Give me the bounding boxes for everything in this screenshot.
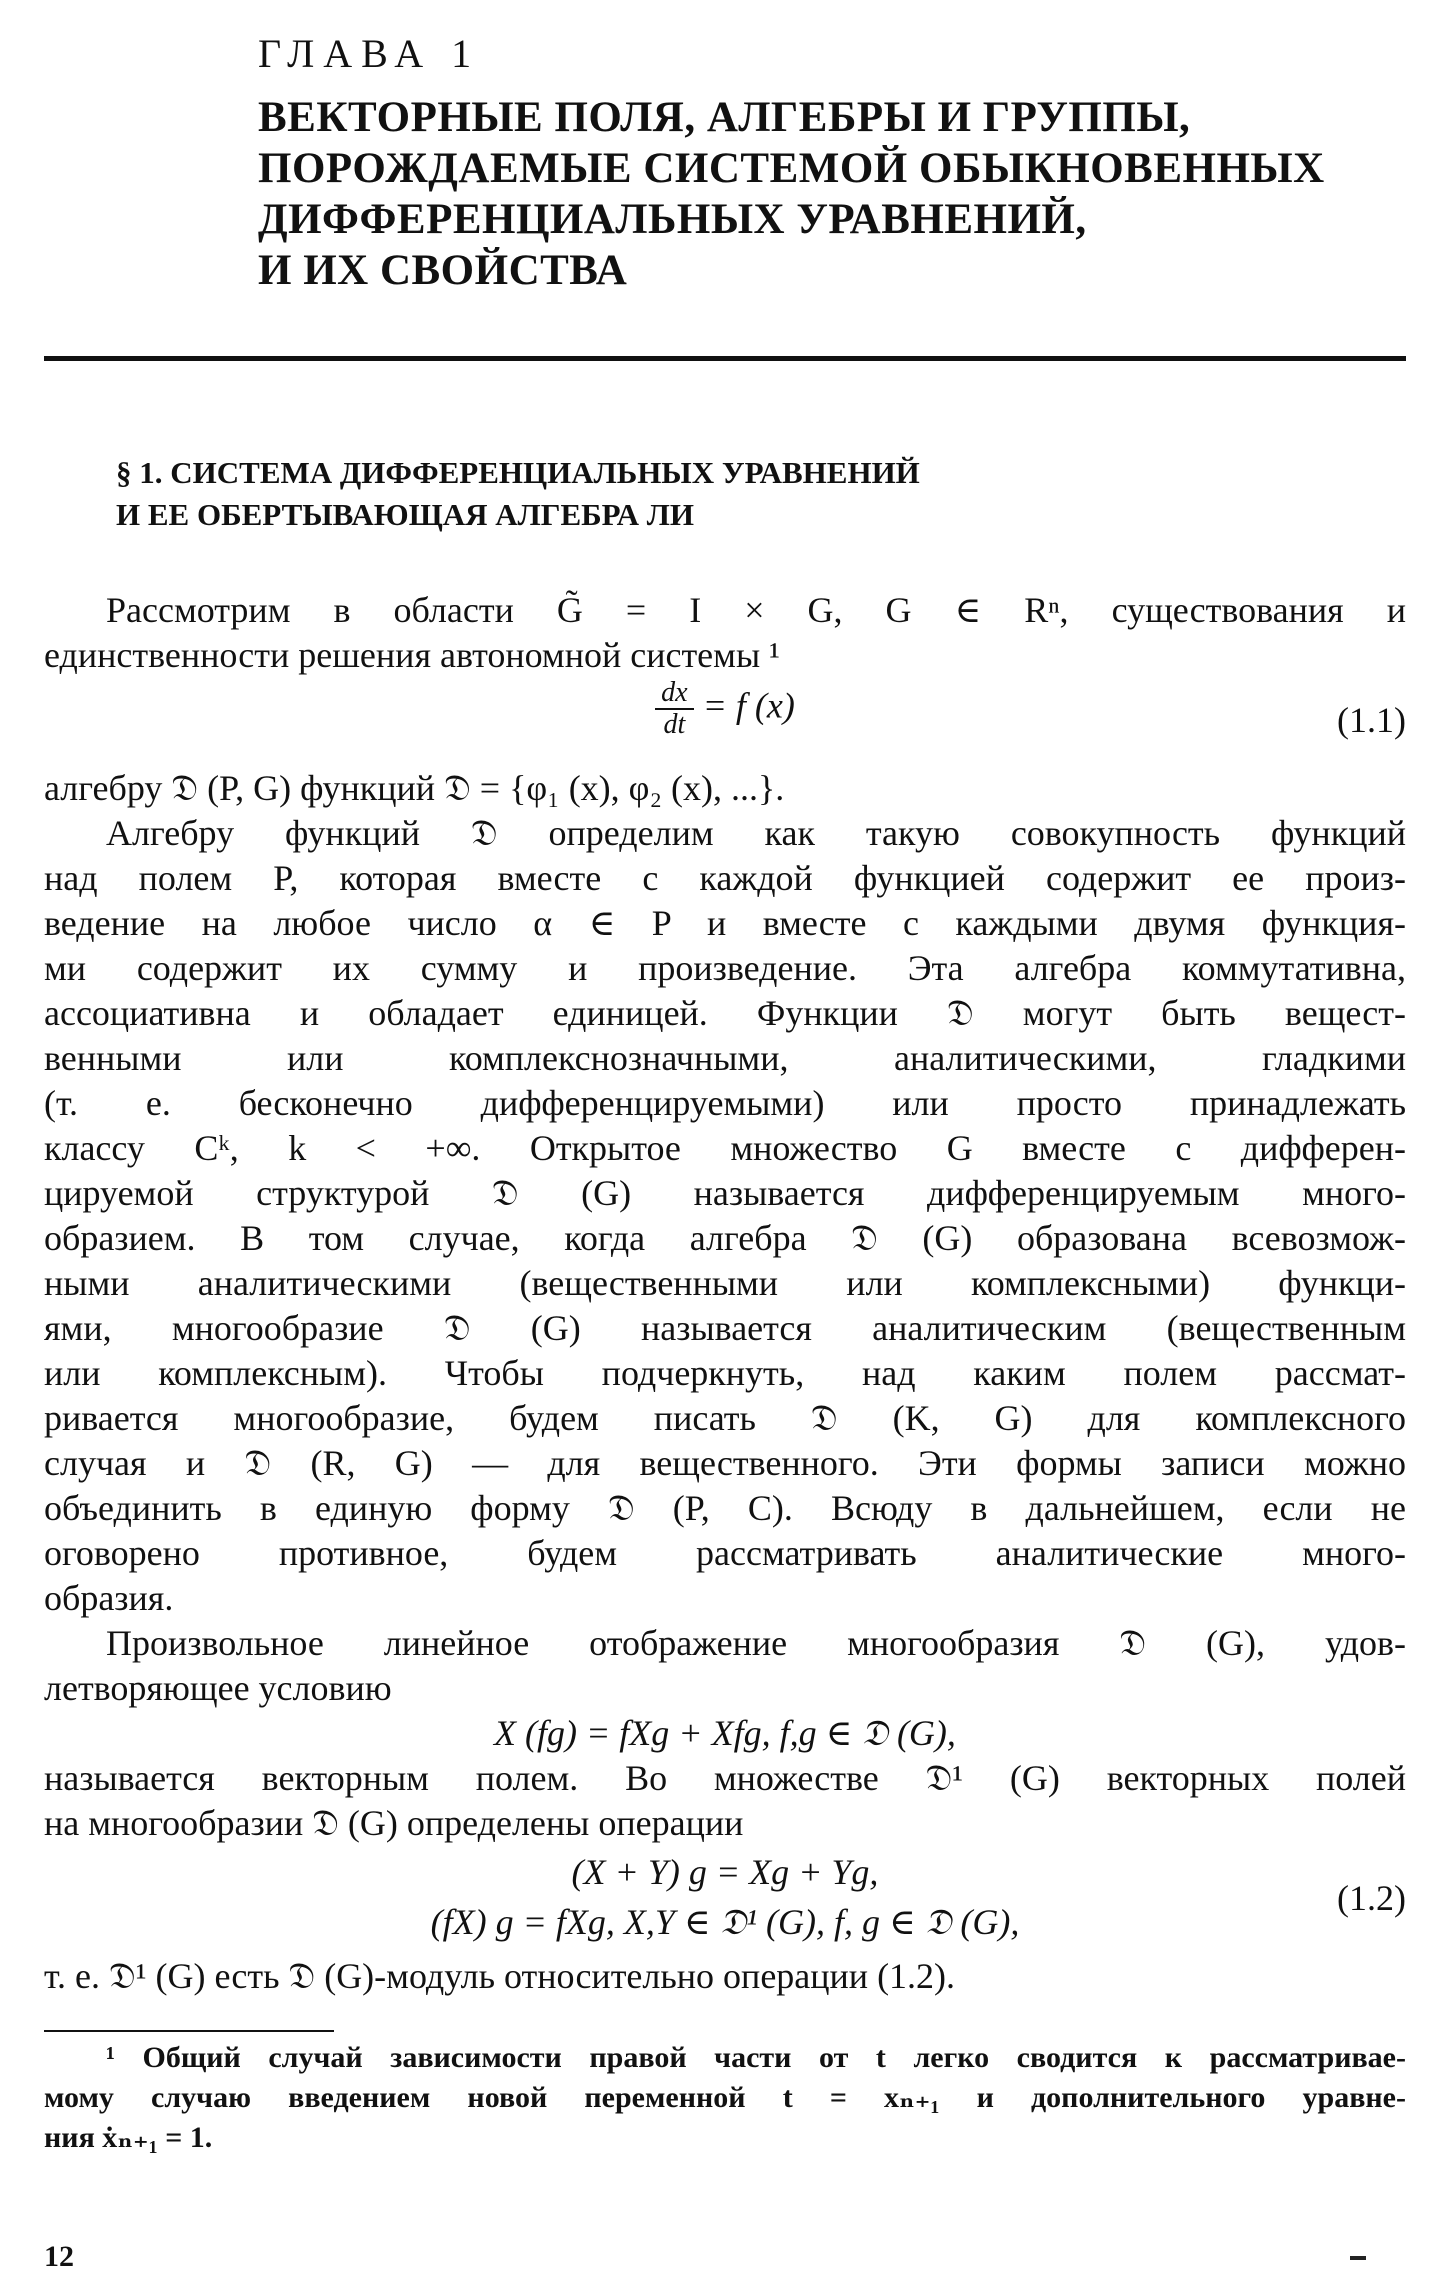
footnote-divider [44, 2030, 334, 2032]
text-line: ными аналитическими (вещественными или комплексными) функци- [44, 1263, 1406, 1303]
chapter-divider [44, 356, 1406, 361]
page-number: 12 [44, 2240, 74, 2273]
equation-1-1 [44, 678, 1406, 766]
text-line: ведение на любое число α ∈ P и вместе с каждыми двумя функция- [44, 903, 1406, 943]
text-line: цируемой структурой 𝔇 (G) называется дифференцируемым много- [44, 1173, 1406, 1213]
footnote-line: ния ẋₙ₊₁ = 1. [44, 2121, 213, 2154]
text-line: случая и 𝔇 (R, G) — для вещественного. Эти формы записи можно [44, 1443, 1406, 1483]
section-title-line: § 1. СИСТЕМА ДИФФЕРЕНЦИАЛЬНЫХ УРАВНЕНИЙ [116, 455, 920, 490]
equation-line: (fX) g = fXg, X,Y ∈ 𝔇¹ (G), f, g ∈ 𝔇 (G), [430, 1902, 1020, 1942]
equation-vector-field [44, 1711, 1406, 1756]
chapter-title-line: ВЕКТОРНЫЕ ПОЛЯ, АЛГЕБРЫ И ГРУППЫ, [258, 94, 1191, 141]
text-line: над полем P, которая вместе с каждой функцией содержит ее произ- [44, 858, 1406, 898]
text-line: алгебру 𝔇 (P, G) функций 𝔇 = {φ₁ (x), φ₂ (x), ...}. [44, 768, 785, 808]
text-line: единственности решения автономной системы ¹ [44, 635, 780, 675]
equation-1-2 [44, 1846, 1406, 1954]
text-line: оговорено противное, будем рассматривать аналитические много- [44, 1533, 1406, 1573]
text-line: ривается многообразие, будем писать 𝔇 (K, G) для комплексного [44, 1398, 1406, 1438]
footnote-line: мому случаю введением новой переменной t = xₙ₊₁ и дополнительного уравне- [44, 2081, 1406, 2114]
text-line: Алгебру функций 𝔇 определим как такую совокупность функций [106, 813, 1406, 853]
page-mark [1350, 2256, 1366, 2260]
equation-number: (1.2) [1337, 1878, 1406, 1918]
text-line: ями, многообразие 𝔇 (G) называется аналитическим (вещественным [44, 1308, 1406, 1348]
text-line: летворяющее условию [44, 1668, 392, 1708]
text-line: венными или комплекснозначными, аналитическими, гладкими [44, 1038, 1406, 1078]
text-line: классу Cᵏ, k < +∞. Открытое множество G вместе с дифферен- [44, 1128, 1406, 1168]
text-line: (т. е. бесконечно дифференцируемыми) или просто принадлежать [44, 1083, 1406, 1123]
equation-rhs: = f (x) [702, 685, 795, 726]
fraction [655, 678, 693, 740]
equation-line: (X + Y) g = Xg + Yg, [571, 1852, 879, 1892]
chapter-label: ГЛАВА 1 [258, 31, 481, 76]
chapter-title-line: И ИХ СВОЙСТВА [258, 247, 628, 294]
text-line: объединить в единую форму 𝔇 (P, C). Всюду в дальнейшем, если не [44, 1488, 1406, 1528]
text-line: ассоциативна и обладает единицей. Функции 𝔇 могут быть вещест- [44, 993, 1406, 1033]
equation-number: (1.1) [1337, 700, 1406, 740]
text-line: образия. [44, 1578, 174, 1618]
text-line: называется векторным полем. Во множестве 𝔇¹ (G) векторных полей [44, 1758, 1406, 1798]
footnote-line: ¹ Общий случай зависимости правой части от t легко сводится к рассматривае- [106, 2041, 1406, 2074]
text-line: ми содержит их сумму и произведение. Эта алгебра коммутативна, [44, 948, 1406, 988]
section-title-line: И ЕЕ ОБЕРТЫВАЮЩАЯ АЛГЕБРА ЛИ [116, 497, 694, 532]
fraction-denominator: dt [663, 709, 686, 740]
section-title [116, 452, 1366, 536]
equation-body [44, 678, 1406, 740]
body-text [44, 588, 1406, 1999]
chapter-title-line: ДИФФЕРЕНЦИАЛЬНЫХ УРАВНЕНИЙ, [258, 196, 1087, 243]
text-line: Произвольное линейное отображение многообразия 𝔇 (G), удов- [106, 1623, 1406, 1663]
text-line: или комплексным). Чтобы подчеркнуть, над каким полем рассмат- [44, 1353, 1406, 1393]
footnote [44, 2038, 1406, 2158]
text-line: Рассмотрим в области G̃ = I × G, G ∈ Rⁿ, существования и [106, 590, 1406, 630]
equation-body: X (fg) = fXg + Xfg, f,g ∈ 𝔇 (G), [494, 1713, 956, 1753]
fraction-numerator: dx [655, 678, 693, 710]
chapter-title-line: ПОРОЖДАЕМЫЕ СИСТЕМОЙ ОБЫКНОВЕННЫХ [258, 145, 1325, 192]
text-line: на многообразии 𝔇 (G) определены операции [44, 1803, 744, 1843]
text-line: т. е. 𝔇¹ (G) есть 𝔇 (G)-модуль относительно операции (1.2). [44, 1956, 956, 1996]
text-line: образием. В том случае, когда алгебра 𝔇 (G) образована всевозмож- [44, 1218, 1406, 1258]
chapter-title [258, 92, 1378, 296]
